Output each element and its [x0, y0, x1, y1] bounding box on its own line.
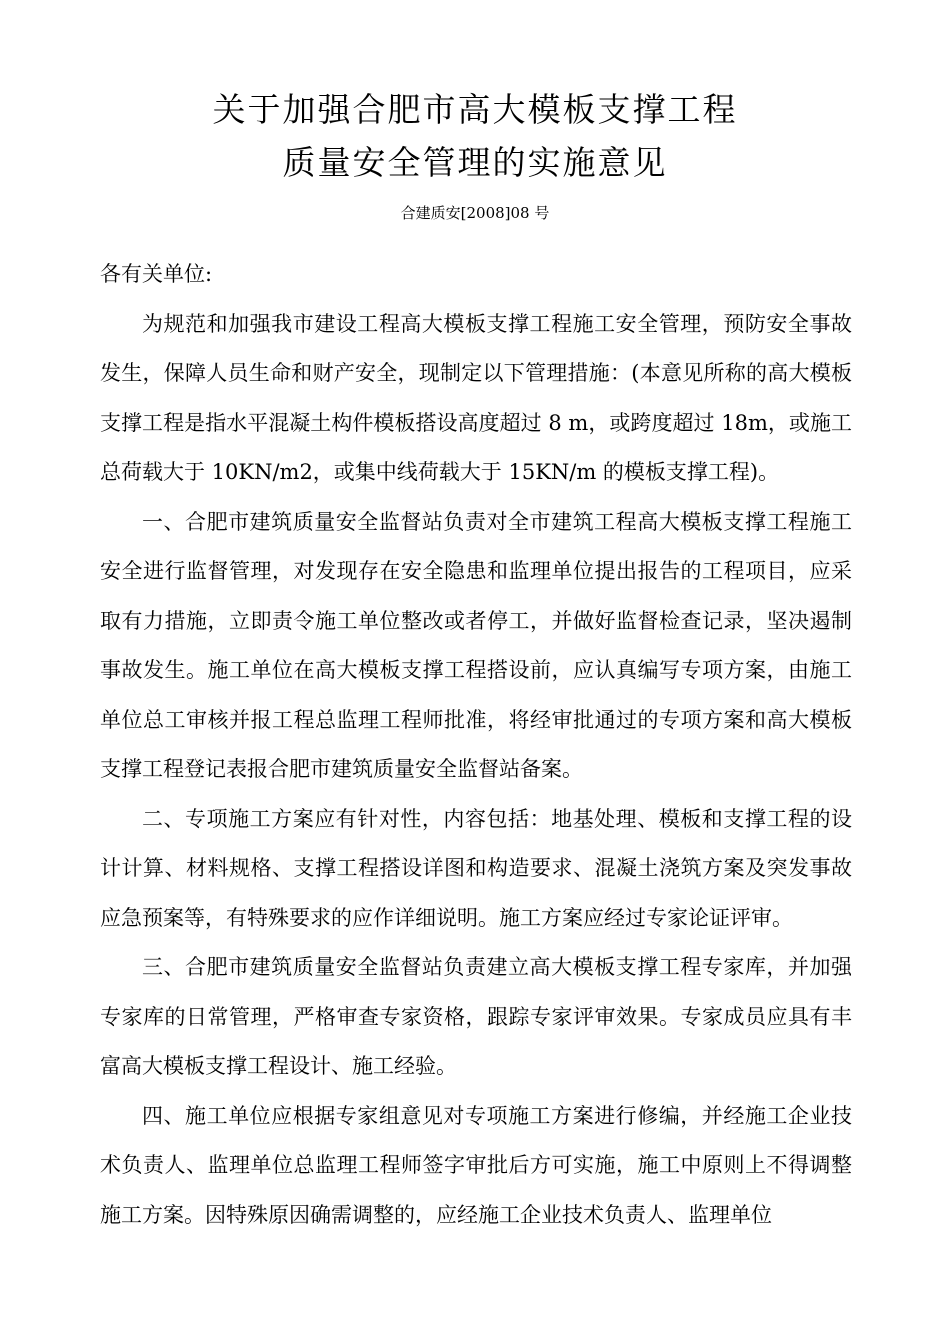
salutation: 各有关单位:: [100, 262, 213, 286]
document-body: [100, 250, 852, 1240]
paragraph-intro: 为规范和加强我市建设工程高大模板支撑工程施工安全管理，预防安全事故发生，保障人员生命和财产安全，现制定以下管理措施：(本意见所称的高大模板支撑工程是指水平混凝土构件模板搭设高度超过 8 m，或跨度超过 18m，或施工总荷载大于 10KN/m2，或集中线荷载大于 15KN/m 的模板支撑工程)。: [100, 311, 852, 484]
paragraph-item-2: 二、专项施工方案应有针对性，内容包括：地基处理、模板和支撑工程的设计计算、材料规格、支撑工程搭设详图和构造要求、混凝土浇筑方案及突发事故应急预案等，有特殊要求的应作详细说明。施工方案应经过专家论证评审。: [100, 806, 852, 930]
paragraph-item-1: 一、合肥市建筑质量安全监督站负责对全市建筑工程高大模板支撑工程施工安全进行监督管理，对发现存在安全隐患和监理单位提出报告的工程项目，应采取有力措施，立即责令施工单位整改或者停工，并做好监督检查记录，坚决遏制事故发生。施工单位在高大模板支撑工程搭设前，应认真编写专项方案，由施工单位总工审核并报工程总监理工程师批准，将经审批通过的专项方案和高大模板支撑工程登记表报合肥市建筑质量安全监督站备案。: [100, 509, 852, 781]
document-title-line-1: 关于加强合肥市高大模板支撑工程: [212, 90, 738, 129]
paragraph-item-4: 四、施工单位应根据专家组意见对专项施工方案进行修编，并经施工企业技术负责人、监理单位总监理工程师签字审批后方可实施，施工中原则上不得调整施工方案。因特殊原因确需调整的，应经施工企业技术负责人、监理单位: [100, 1103, 852, 1227]
document-title-line-2: 质量安全管理的实施意见: [282, 143, 668, 182]
document-number: 合建质安[2008]08 号: [400, 204, 550, 222]
paragraph-item-3: 三、合肥市建筑质量安全监督站负责建立高大模板支撑工程专家库，并加强专家库的日常管理，严格审查专家资格，跟踪专家评审效果。专家成员应具有丰富高大模板支撑工程设计、施工经验。: [100, 955, 852, 1078]
